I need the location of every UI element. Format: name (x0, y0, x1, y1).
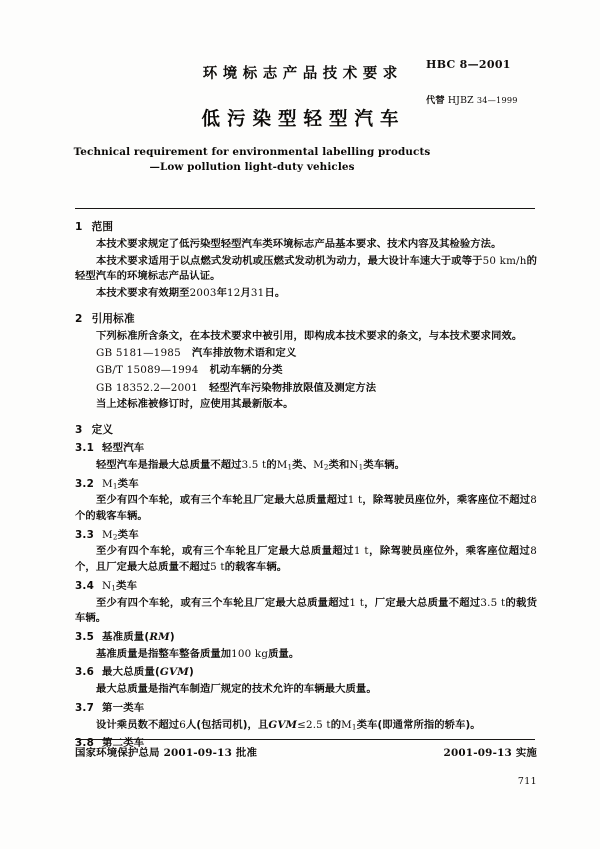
text-run: 第一类车 (102, 701, 145, 714)
definition-body (75, 682, 537, 698)
latin-run: 8 (530, 545, 538, 558)
text-run: 质量。 (268, 647, 300, 660)
approval-org: 国家环境保护总局 (75, 747, 160, 759)
text-run: 个的载客车辆。 (75, 509, 148, 522)
text-run: 设计乘员数不超过 (96, 718, 180, 731)
section-title-2: 引用标准 (91, 312, 135, 325)
definition-heading (75, 665, 537, 681)
latin-run: 6 (179, 718, 186, 731)
class-subscript: 1 (358, 462, 364, 472)
effective-verb: 实施 (515, 747, 537, 759)
approval-verb: 批准 (235, 747, 258, 759)
symbol-run: GVM (159, 666, 189, 679)
text-run: 至少有四个车轮，或有三个车轮且厂定最大总质量超过 (96, 494, 348, 507)
latin-run: 8 (530, 494, 537, 507)
definition-number: 3.8 (75, 737, 95, 750)
subtitle-line-2: —Low pollution light-duty vehicles (149, 161, 355, 174)
definition-number: 3.4 (75, 579, 95, 592)
section-1-paragraph-3 (75, 286, 537, 302)
effective-date: 2001-09-13 (443, 747, 512, 759)
vehicle-class-run: $M_1$ (341, 718, 357, 731)
text-run: ，除驾驶员座位外，乘客座位不超过 (362, 494, 531, 507)
s1p3-day: 31 (250, 287, 265, 300)
definition-heading (75, 630, 537, 646)
definition-number: 3.6 (75, 666, 95, 679)
definition-heading (75, 579, 537, 595)
definition-number: 3.2 (75, 477, 95, 490)
replaces-year: 34—1999 (476, 95, 518, 105)
s1p3-month: 12 (227, 287, 241, 300)
definition-number: 3.1 (75, 442, 95, 455)
text-run: 最大总质量 (102, 666, 155, 679)
effective-statement (444, 744, 537, 759)
section-1-paragraph-2 (75, 254, 537, 285)
subtitle-english (0, 145, 600, 175)
document-body (75, 219, 537, 752)
text-run: ，厂定最大总质量不超过 (364, 596, 481, 609)
definition-number: 3.3 (75, 528, 95, 541)
text-run: 基准质量是指整车整备质量加 (96, 647, 232, 660)
text-run: ( (144, 630, 150, 643)
latin-run: 3.5 t (480, 596, 506, 609)
s1p3-c: 月 (240, 287, 251, 300)
text-run: 的 (266, 458, 277, 471)
text-run: ( (154, 666, 160, 679)
vehicle-class-run: $M_2$ (102, 528, 118, 541)
standard-title: 汽车排放物术语和定义 (191, 346, 297, 359)
class-subscript: 2 (112, 531, 118, 541)
definition-heading (75, 477, 537, 493)
text-run: 类车 (116, 579, 138, 592)
document-footer (75, 744, 537, 759)
page-title: 低污染型轻型汽车 (201, 109, 406, 130)
referenced-standards-list (75, 346, 537, 396)
text-run: 的 (330, 718, 342, 731)
text-run: 类车(即通常所指的轿车)。 (356, 718, 481, 731)
latin-run: 1 t (349, 596, 365, 609)
replaces-label: 代替 (426, 95, 445, 106)
symbol-run: RM (149, 630, 170, 643)
text-run: 类车 (117, 477, 139, 490)
section-1-paragraph-1: 本技术要求规定了低污染型轻型汽车类环境标志产品基本要求、技术内容及其检验方法。 (96, 238, 502, 251)
replaces-code: HJBZ (447, 95, 474, 106)
definition-heading (75, 528, 537, 544)
vehicle-class-run: $M_1$ (102, 477, 118, 490)
vehicle-class-run: $M_1$ (276, 458, 293, 472)
section-heading-3 (75, 422, 537, 438)
definition-term: 轻型汽车 (102, 442, 145, 455)
text-run: ，除驾驶员座位外，乘客座位超过 (368, 545, 531, 558)
footer-divider (75, 739, 535, 740)
standard-id: GB 5181—1985 (96, 346, 181, 359)
s1p3-d: 日。 (264, 287, 286, 300)
definition-body (75, 718, 537, 734)
standard-id: GB 18352.2—2001 (96, 381, 199, 394)
s1p3-year: 2003 (189, 287, 217, 300)
definitions-list (75, 441, 537, 752)
s1p2-a: 本技术要求适用于以点燃式发动机或压燃式发动机为动力，最大设计车速大于或等于 (96, 254, 483, 267)
vehicle-class-run: $M_2$ (313, 458, 329, 472)
referenced-standard (75, 363, 537, 379)
standard-title: 机动车辆的分类 (209, 364, 283, 377)
definition-body (75, 544, 537, 575)
text-run: 类车 (117, 528, 139, 541)
class-subscript: 1 (287, 462, 293, 472)
class-subscript: 2 (323, 462, 329, 472)
section-number-1: 1 (75, 221, 83, 233)
s1p2-b: 的轻型汽车的环境标志产品认证。 (75, 254, 537, 283)
latin-run: ≤2.5 t (297, 718, 331, 731)
text-run: 个，且厂定最大总质量不超过 (75, 561, 211, 574)
text-run: 至少有四个车轮，或有三个车轮且厂定最大总质量超过 (96, 545, 354, 558)
s1p3-b: 年 (216, 287, 227, 300)
text-run: ) (169, 630, 175, 643)
text-run: 轻型汽车是指最大总质量不超过 (96, 458, 242, 471)
section-number-3: 3 (75, 423, 83, 436)
vehicle-class-run: $N_1$ (349, 458, 364, 472)
approval-date: 2001-09-13 (163, 747, 233, 759)
text-run: 人(包括司机)，且 (185, 718, 269, 731)
symbol-run: GVM (268, 718, 298, 731)
latin-run: 3.5 t (241, 458, 267, 471)
page-number: 711 (517, 776, 537, 787)
text-run: 类、 (292, 458, 314, 471)
section-heading-2 (75, 311, 537, 327)
class-subscript: 1 (351, 721, 357, 731)
standard-title: 轻型汽车污染物排放限值及测定方法 (209, 381, 377, 394)
referenced-standard (75, 381, 537, 397)
definition-body (75, 596, 537, 627)
text-run: ) (188, 666, 194, 679)
standard-code-block (426, 58, 576, 106)
definition-body (75, 647, 537, 663)
s1p2-speed: 50 km/h (482, 254, 527, 267)
s1p3-a: 本技术要求有效期至 (96, 287, 190, 300)
vehicle-class-run: $N_1$ (102, 579, 117, 592)
class-subscript: 1 (112, 480, 118, 490)
section-title-3: 定义 (91, 423, 114, 436)
series-title: 环境标志产品技术要求 (202, 66, 403, 82)
definition-heading (75, 441, 537, 457)
definition-body (75, 458, 537, 474)
standard-id: GB/T 15089—1994 (96, 364, 199, 377)
standard-code: HBC 8—2001 (426, 58, 511, 71)
subtitle-line-1: Technical requirement for environmental labelling products (73, 146, 431, 158)
header-divider (75, 208, 535, 209)
section-2-paragraph-2: 当上述标准被修订时，应使用其最新版本。 (96, 398, 294, 411)
class-subscript: 1 (111, 582, 117, 592)
section-heading-1 (75, 219, 537, 235)
definition-number: 3.7 (75, 701, 95, 714)
definition-number: 3.5 (75, 630, 95, 643)
definition-heading (75, 701, 537, 717)
approval-statement (75, 744, 257, 759)
definition-body (75, 493, 537, 524)
referenced-standard (75, 346, 537, 362)
replaces-note (426, 92, 576, 106)
latin-run: 1 t (347, 494, 363, 507)
text-run: 至少有四个车轮，或有三个车轮且厂定最大总质量超过 (96, 596, 350, 609)
section-2-paragraph-1: 下列标准所含条文，在本技术要求中被引用，即构成本技术要求的条文，与本技术要求同效。 (96, 329, 523, 342)
latin-run: 100 kg (231, 647, 269, 660)
text-run: 第二类车 (102, 737, 145, 750)
latin-run: 1 t (353, 545, 369, 558)
text-run: 类和 (328, 458, 350, 471)
text-run: 的载货车辆。 (75, 596, 537, 625)
text-run: 基准质量 (102, 630, 145, 643)
text-run: 的载客车辆。 (224, 561, 288, 574)
section-number-2: 2 (75, 312, 83, 325)
latin-run: 5 t (210, 561, 225, 574)
text-run: 类车辆。 (363, 458, 406, 471)
text-run: 最大总质量是指汽车制造厂规定的技术允许的车辆最大质量。 (96, 683, 377, 696)
section-title-1: 范围 (91, 221, 114, 233)
